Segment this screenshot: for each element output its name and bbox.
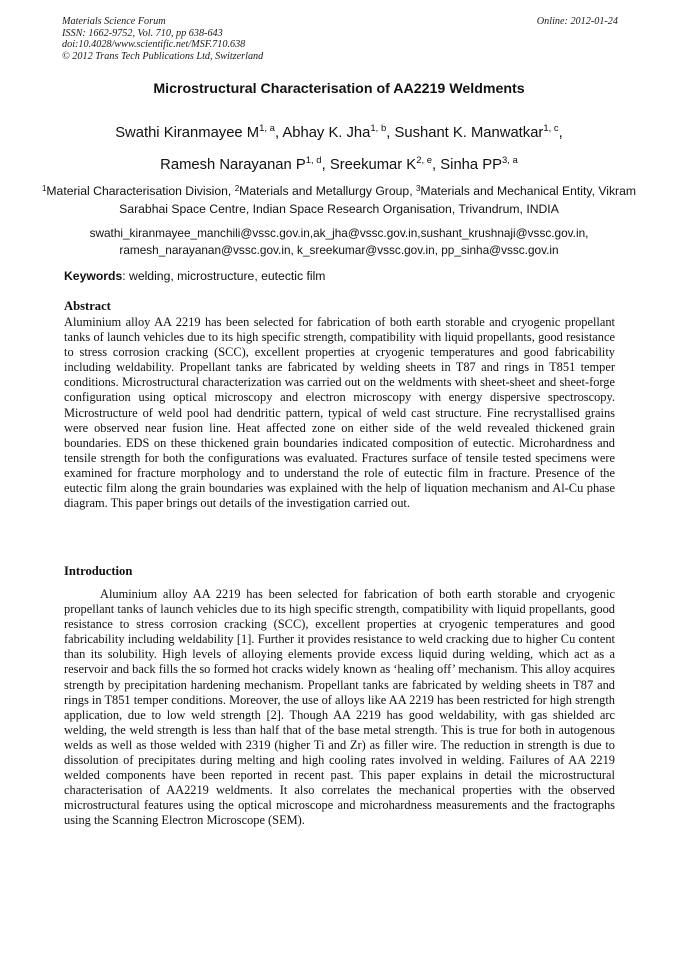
online-date: Online: 2012-01-24 — [536, 16, 618, 27]
author-separator: , — [432, 157, 441, 173]
author-line-1 — [0, 125, 678, 141]
paper-title: Microstructural Characterisation of AA2219 Weldments — [153, 81, 525, 97]
keywords-text: : welding, microstructure, eutectic film — [122, 269, 326, 283]
email-line: ramesh_narayanan@vssc.gov.in, k_sreekumar@vssc.gov.in, pp_sinha@vssc.gov.in — [119, 242, 559, 257]
abstract-heading: Abstract — [64, 299, 111, 313]
author-emails — [40, 225, 638, 259]
author-affiliation-mark: 1, b — [370, 123, 387, 134]
affiliation-mark: 1 — [41, 184, 47, 193]
author-separator: , — [558, 125, 563, 141]
affiliation-text: Material Characterisation Division, — [46, 184, 235, 198]
affiliation-mark: 2 — [234, 184, 240, 193]
copyright-line: © 2012 Trans Tech Publications Ltd, Switzerland — [62, 50, 264, 62]
author-affiliation-mark: 1, c — [543, 123, 559, 134]
author-name: Sreekumar K — [329, 157, 417, 173]
introduction-body: Aluminium alloy AA 2219 has been selected for fabrication of both earth storable and cryogenic propellant tanks of launch vehicles due to its high specific strength, compatibility with liquid propellants, good resistance to stress corrosion cracking (SCC), excellent properties at cryogenic temperatures and good fabricability including weldability [1]. Further it provides resistance to weld cracking due to higher Cu content than its solubility. High levels of alloying elements provide excess liquid during welding, which act as a reservoir and back fills the so formed hot cracks widely known as ‘healing off’ mechanism. This alloy acquires strength by precipitation hardening mechanism. Propellant tanks are fabricated by welding sheets in T87 and rings in T851 temper conditions. Moreover, the use of alloys like AA 2219 has been restricted for high strength application, due to low weld strength [2]. Though AA 2219 has good weldability, with gas shielded arc welding, the weld strength is less than half that of the base metal strength. This is true for both in autogenous welds as well as those welded with 2319 (higher Ti and Zr) as filler wire. The reduction in strength is due to dissolution of precipitates during melting and high cooling rates involved in welding. Failures of AA 2219 welded components have been reported in recent past. This paper explains in detail the microstructural characterisation of AA2219 weldments. It also correlates the mechanical properties with the observed microstructural features using the optical microscope and microhardness measurements and the fractographs using the Scanning Electron Microscope (SEM). — [64, 587, 615, 828]
issn-line: ISSN: 1662-9752, Vol. 710, pp 638-643 — [62, 27, 223, 39]
affiliation-mark: 3 — [415, 184, 421, 193]
author-affiliation-mark: 2, e — [416, 155, 433, 166]
email-line: swathi_kiranmayee_manchili@vssc.gov.in,ak_jha@vssc.gov.in,sushant_krushnaji@vssc.gov.in, — [89, 226, 589, 240]
author-affiliation-mark: 1, d — [305, 155, 322, 166]
author-affiliation-mark: 3, a — [501, 155, 518, 166]
author-separator: , — [321, 157, 330, 173]
author-name: Abhay K. Jha — [282, 125, 371, 141]
publication-header — [62, 16, 618, 62]
abstract-body: Aluminium alloy AA 2219 has been selected for fabrication of both earth storable and cryogenic propellant tanks of launch vehicles due to its high specific strength, compatibility with liquid propellants, good resistance to stress corrosion cracking (SCC), excellent properties at cryogenic temperatures and good fabricability including weldability. Propellant tanks are fabricated by welding sheets in T87 and rings in T851 temper conditions. Microstructural characterization was carried out on the weldments with sheet-sheet and sheet-forge configuration using optical microscopy and electron microscopy with energy dispersive spectroscopy. Microstructure of weld pool had dendritic pattern, typical of weld cast structure. Fine recrystallised grains were observed near fusion line. Heat affected zone on either side of the weld revealed thickened grain boundaries. EDS on these thickened grain boundaries indicated composition of eutectic. Microhardness and tensile strength for both the configurations was evaluated. Fractures surface of tensile tested specimens were examined for fracture morphology and to understand the role of eutectic film in fracture. Presence of the eutectic film along the grain boundaries was explained with the help of liquation mechanism and Al-Cu phase diagram. This paper brings out details of the investigation carried out. — [64, 315, 615, 511]
doi-line: doi:10.4028/www.scientific.net/MSF.710.638 — [62, 39, 246, 51]
author-name: Swathi Kiranmayee M — [115, 125, 260, 141]
keywords-label: Keywords — [64, 269, 123, 283]
affiliation-text: Materials and Mechanical Entity, Vikram Sarabhai Space Centre, Indian Space Research Organisation, Trivandrum, INDIA — [119, 184, 637, 216]
keywords — [64, 269, 325, 283]
author-name: Ramesh Narayanan P — [160, 157, 306, 173]
author-separator: , — [274, 125, 283, 141]
introduction-heading: Introduction — [64, 564, 133, 578]
affiliation-text: Materials and Metallurgy Group, — [239, 184, 416, 198]
author-name: Sushant K. Manwatkar — [394, 125, 544, 141]
affiliations — [40, 183, 638, 218]
author-name: Sinha PP — [440, 157, 502, 173]
author-line-2 — [0, 157, 678, 173]
author-affiliation-mark: 1, a — [259, 123, 275, 134]
author-separator: , — [386, 125, 395, 141]
journal-name: Materials Science Forum — [62, 16, 166, 27]
